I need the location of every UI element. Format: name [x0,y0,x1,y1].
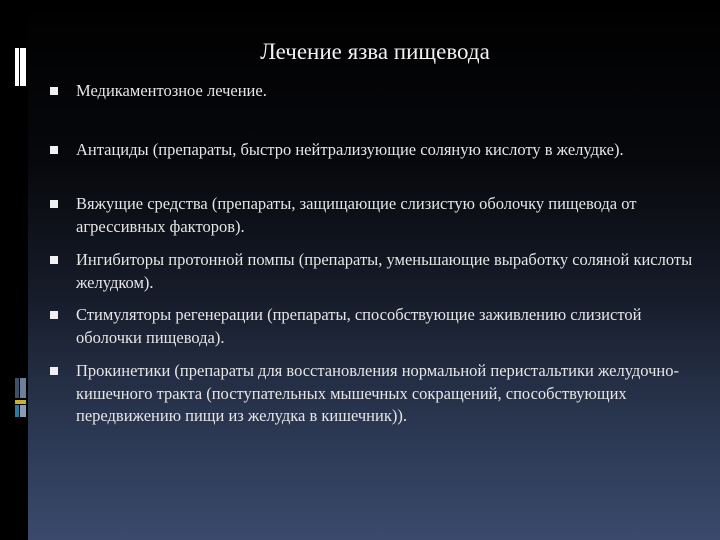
decor-bar-top-right [20,48,26,86]
decor-block [15,378,19,398]
bullet-item [50,249,700,294]
slide-title: Лечение язва пищевода [260,39,490,64]
bullet-text: Антациды (препараты, быстро нейтрализующие соляную кислоту в желудке). [76,140,624,159]
bullet-item [50,360,700,428]
square-bullet-icon [50,367,58,375]
bullet-item [50,80,700,103]
decor-block [20,405,26,417]
bullet-item [50,193,700,238]
bullet-text: Вяжущие средства (препараты, защищающие слизистую оболочку пищевода от агрессивных факторов). [76,194,637,236]
bullet-item [50,139,700,162]
decor-bar-top-left [15,48,19,86]
bullet-text: Стимуляторы регенерации (препараты, способствующие заживлению слизистой оболочки пищевода). [76,305,642,347]
square-bullet-icon [50,146,58,154]
decor-block [15,405,19,417]
square-bullet-icon [50,311,58,319]
decor-block [20,378,26,398]
bullet-text: Ингибиторы протонной помпы (препараты, уменьшающие выработку соляной кислоты желудком). [76,250,693,292]
bullet-item [50,304,700,349]
square-bullet-icon [50,256,58,264]
decor-block [15,400,26,404]
square-bullet-icon [50,87,58,95]
bullet-text: Прокинетики (препараты для восстановления нормальной перистальтики желудочно-кишечного тракта (поступательных мышечных сокращений, способствующих передвижению пищи из желудка в кишечник)). [76,361,679,425]
square-bullet-icon [50,200,58,208]
bullet-text: Медикаментозное лечение. [76,81,267,100]
